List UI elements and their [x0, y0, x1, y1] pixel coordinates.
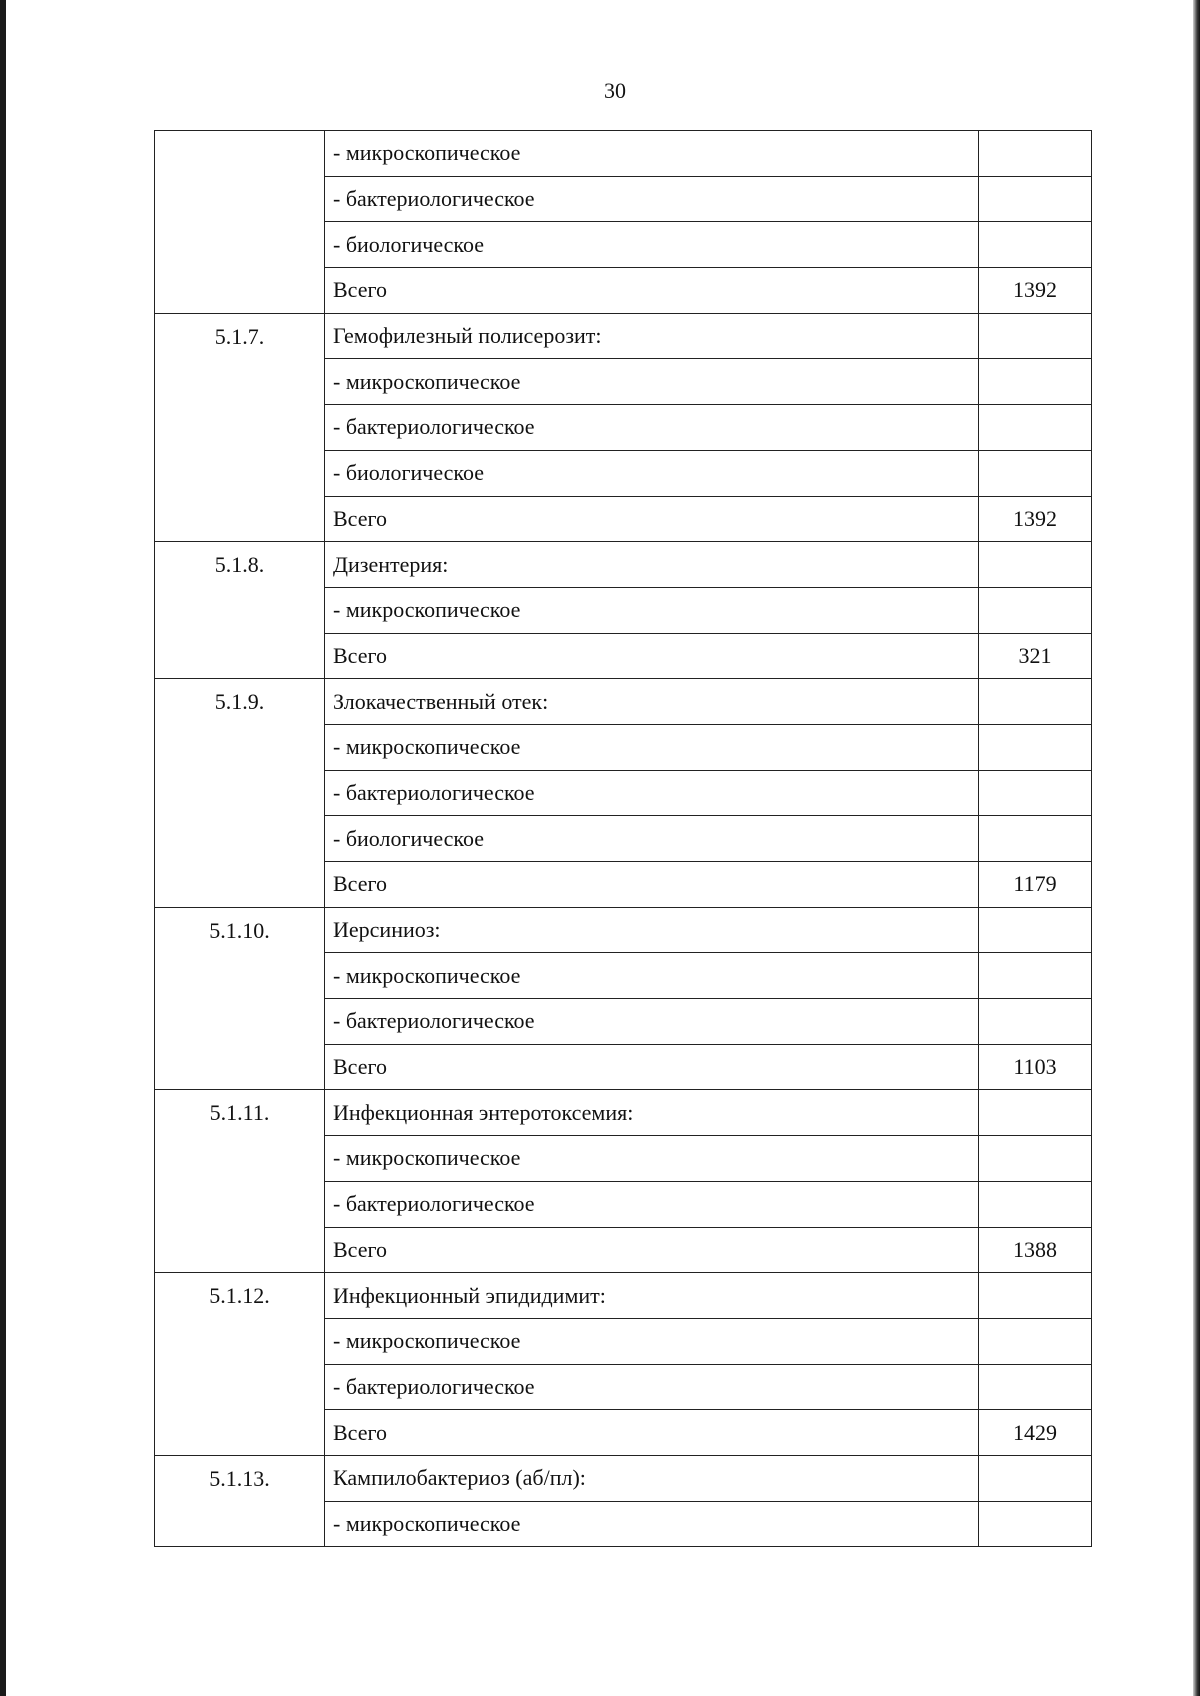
item-label-cell: - бактериологическое — [325, 405, 979, 451]
item-value-cell — [979, 1136, 1092, 1182]
item-value-cell — [979, 1455, 1092, 1501]
section-number-cell: 5.1.13. — [155, 1455, 325, 1546]
item-label-cell: - микроскопическое — [325, 1136, 979, 1182]
item-label-cell: Инфекционная энтеротоксемия: — [325, 1090, 979, 1136]
item-label-cell: - бактериологическое — [325, 1181, 979, 1227]
item-label-cell: Инфекционный эпидидимит: — [325, 1273, 979, 1319]
item-value-cell: 1392 — [979, 496, 1092, 542]
item-value-cell — [979, 313, 1092, 359]
item-label-cell: - биологическое — [325, 450, 979, 496]
table-row — [155, 907, 1092, 953]
section-number-cell: 5.1.11. — [155, 1090, 325, 1273]
item-value-cell — [979, 1318, 1092, 1364]
item-value-cell: 1179 — [979, 862, 1092, 908]
item-label-cell: - микроскопическое — [325, 724, 979, 770]
item-value-cell — [979, 724, 1092, 770]
item-label-cell: - микроскопическое — [325, 1318, 979, 1364]
section-number-cell: 5.1.7. — [155, 313, 325, 541]
item-value-cell — [979, 907, 1092, 953]
item-value-cell — [979, 359, 1092, 405]
item-label-cell: - микроскопическое — [325, 587, 979, 633]
item-value-cell — [979, 1501, 1092, 1547]
item-label-cell: - бактериологическое — [325, 176, 979, 222]
item-value-cell: 1388 — [979, 1227, 1092, 1273]
item-label-cell: - биологическое — [325, 222, 979, 268]
table-row — [155, 313, 1092, 359]
item-value-cell: 1392 — [979, 268, 1092, 314]
data-table — [154, 130, 1092, 1547]
item-label-cell: - бактериологическое — [325, 1364, 979, 1410]
item-label-cell: - микроскопическое — [325, 359, 979, 405]
item-value-cell — [979, 131, 1092, 177]
section-number-cell — [155, 131, 325, 314]
item-label-cell: Злокачественный отек: — [325, 679, 979, 725]
item-value-cell — [979, 1090, 1092, 1136]
item-label-cell: - бактериологическое — [325, 770, 979, 816]
table-body — [155, 131, 1092, 1547]
item-value-cell — [979, 999, 1092, 1045]
item-label-cell: - микроскопическое — [325, 1501, 979, 1547]
item-value-cell — [979, 953, 1092, 999]
scan-edge-left — [0, 0, 6, 1696]
item-label-cell: Всего — [325, 1044, 979, 1090]
item-label-cell: Всего — [325, 862, 979, 908]
scan-edge-right — [1193, 0, 1200, 1696]
item-value-cell: 1429 — [979, 1410, 1092, 1456]
table-row — [155, 1090, 1092, 1136]
item-label-cell: - микроскопическое — [325, 953, 979, 999]
item-label-cell: Всего — [325, 1227, 979, 1273]
item-label-cell: Всего — [325, 633, 979, 679]
item-value-cell — [979, 816, 1092, 862]
item-value-cell — [979, 587, 1092, 633]
table-row — [155, 1455, 1092, 1501]
item-value-cell — [979, 1181, 1092, 1227]
item-label-cell: - бактериологическое — [325, 999, 979, 1045]
item-value-cell — [979, 222, 1092, 268]
item-label-cell: - микроскопическое — [325, 131, 979, 177]
section-number-cell: 5.1.10. — [155, 907, 325, 1090]
table-row — [155, 542, 1092, 588]
item-value-cell: 321 — [979, 633, 1092, 679]
item-value-cell: 1103 — [979, 1044, 1092, 1090]
section-number-cell: 5.1.8. — [155, 542, 325, 679]
item-label-cell: Дизентерия: — [325, 542, 979, 588]
item-label-cell: Гемофилезный полисерозит: — [325, 313, 979, 359]
section-number-cell: 5.1.9. — [155, 679, 325, 907]
item-value-cell — [979, 1273, 1092, 1319]
page-number: 30 — [604, 78, 626, 103]
item-label-cell: Иерсиниоз: — [325, 907, 979, 953]
table-row — [155, 679, 1092, 725]
item-value-cell — [979, 405, 1092, 451]
item-label-cell: Всего — [325, 1410, 979, 1456]
item-value-cell — [979, 770, 1092, 816]
table-row — [155, 1273, 1092, 1319]
table-row — [155, 131, 1092, 177]
item-value-cell — [979, 1364, 1092, 1410]
item-value-cell — [979, 450, 1092, 496]
item-value-cell — [979, 542, 1092, 588]
item-label-cell: - биологическое — [325, 816, 979, 862]
item-value-cell — [979, 679, 1092, 725]
section-number-cell: 5.1.12. — [155, 1273, 325, 1456]
item-label-cell: Кампилобактериоз (аб/пл): — [325, 1455, 979, 1501]
item-value-cell — [979, 176, 1092, 222]
item-label-cell: Всего — [325, 268, 979, 314]
item-label-cell: Всего — [325, 496, 979, 542]
